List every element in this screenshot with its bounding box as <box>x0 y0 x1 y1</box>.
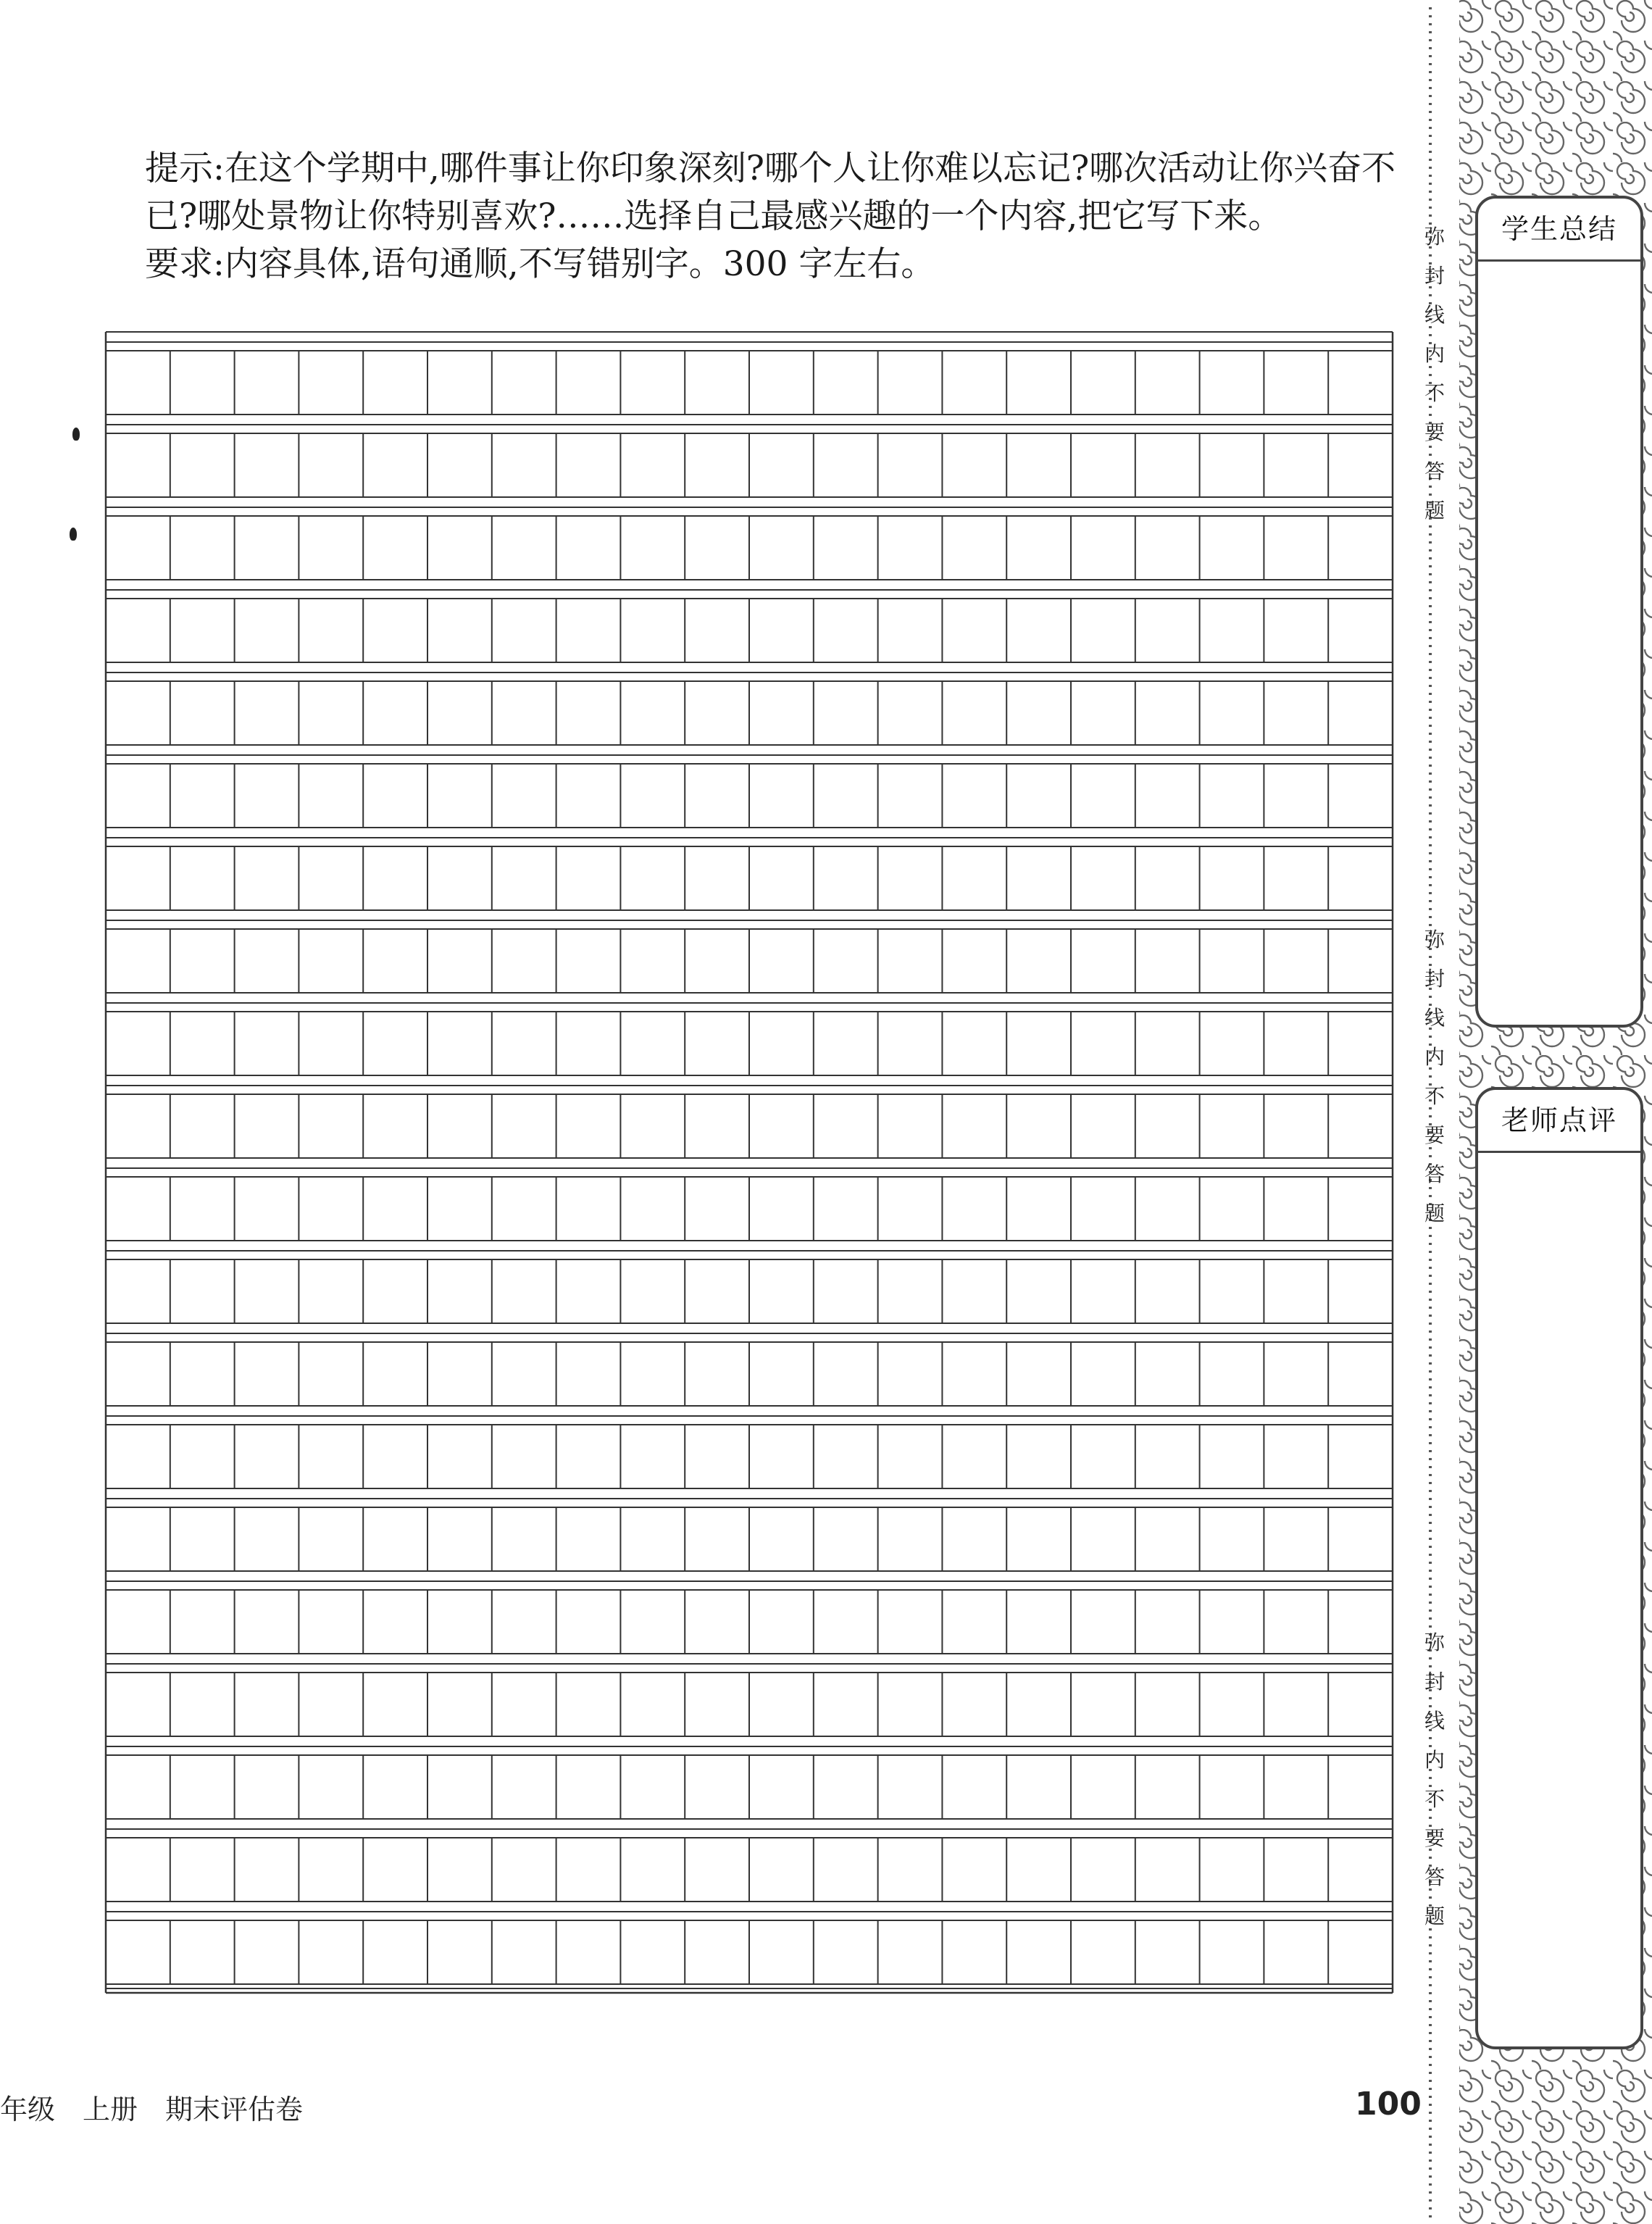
seal-char: 内 <box>1424 342 1445 366</box>
seal-char: 题 <box>1424 1904 1445 1928</box>
prompt-requirement: 要求:内容具体,语句通顺,不写错别字。300 字左右。 <box>145 244 935 284</box>
seal-char: 答 <box>1424 1865 1445 1889</box>
seal-char: 线 <box>1424 1006 1445 1030</box>
seal-char: 答 <box>1424 459 1445 483</box>
prompt-hint: 提示:在这个学期中,哪件事让你印象深刻?哪个人让你难以忘记?哪次活动让你兴奋不已?哪处景物让你特别喜欢?……选择自己最感兴趣的一个内容,把它写下来。 <box>145 149 1396 236</box>
seal-line-text-1 <box>1413 217 1456 530</box>
seal-char: 答 <box>1424 1162 1445 1186</box>
seal-char: 封 <box>1424 967 1445 991</box>
seal-char: 要 <box>1424 1123 1445 1147</box>
seal-char: 要 <box>1424 1826 1445 1850</box>
seal-char: 封 <box>1424 1670 1445 1694</box>
page-number: 100 <box>1355 2086 1422 2123</box>
seal-char: 内 <box>1424 1045 1445 1069</box>
seal-char: 不 <box>1424 1787 1445 1811</box>
seal-char: 内 <box>1424 1748 1445 1772</box>
seal-char: 题 <box>1424 499 1445 522</box>
seal-line-text-3 <box>1413 1623 1456 1936</box>
seal-char: 题 <box>1424 1201 1445 1225</box>
teacher-comment-title: 老师点评 <box>1478 1090 1640 1153</box>
seal-char: 线 <box>1424 303 1445 327</box>
seal-char: 封 <box>1424 264 1445 288</box>
seal-char: 不 <box>1424 381 1445 405</box>
student-summary-title: 学生总结 <box>1478 199 1640 262</box>
seal-char: 弥 <box>1424 225 1445 249</box>
seal-char: 弥 <box>1424 1630 1445 1654</box>
student-summary-panel[interactable] <box>1475 196 1643 1028</box>
footer-exam-title: 年级 上册 期末评估卷 <box>0 2094 304 2125</box>
seal-char: 不 <box>1424 1084 1445 1108</box>
teacher-comment-panel[interactable] <box>1475 1087 1643 2049</box>
seal-line-text-2 <box>1413 920 1456 1233</box>
seal-char: 弥 <box>1424 928 1445 951</box>
seal-char: 线 <box>1424 1709 1445 1733</box>
seal-char: 要 <box>1424 420 1445 444</box>
